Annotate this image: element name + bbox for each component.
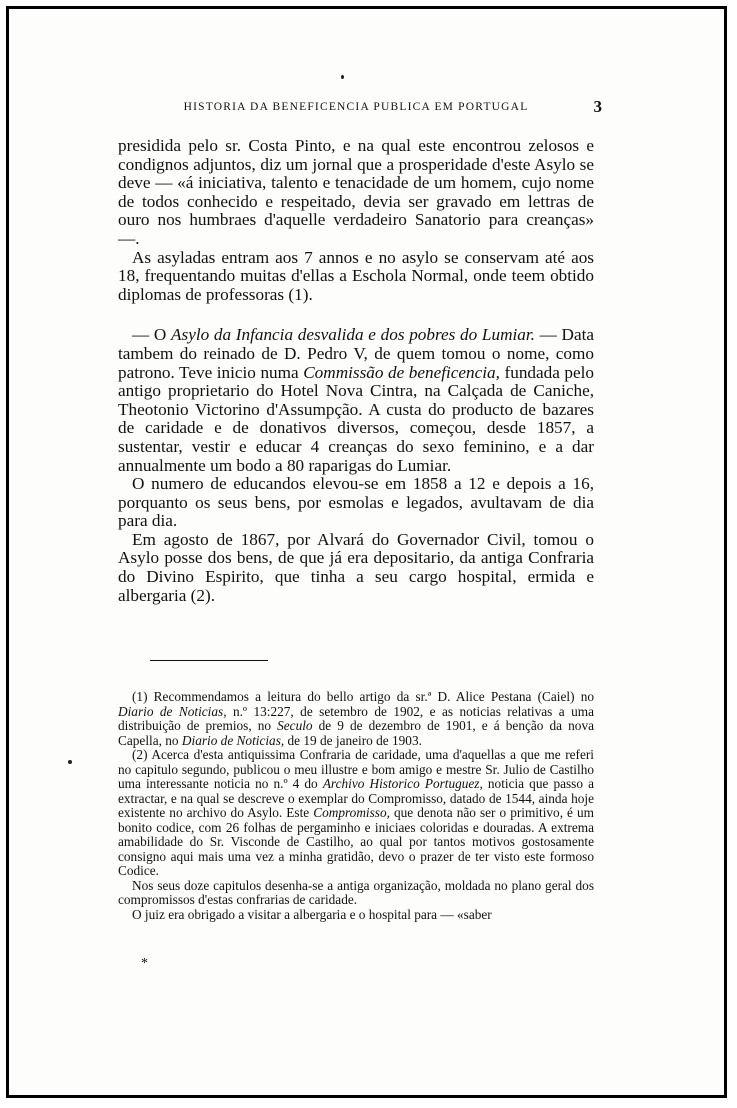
paragraph-5: Em agosto de 1867, por Alvará do Governador Civil, tomou o Asylo posse dos bens, de que já era depositario, da antiga Confraria do Divino Espirito, que tinha a seu cargo hospital, ermida e albergaria (2). [118, 529, 594, 605]
paragraph-2: As asyladas entram aos 7 annos e no asylo se conservam até aos 18, frequentando muitas d'ellas a Eschola Normal, onde teem obtido diplomas de professoras (1). [118, 247, 594, 304]
page-number: 3 [593, 97, 602, 116]
footnote-2 [118, 748, 594, 879]
paragraph-4: O numero de educandos elevou-se em 1858 a 12 e depois a 16, porquanto os seus bens, por esmolas e legados, avultavam de dia para dia. [118, 474, 594, 531]
commission-name: Commissão de beneficencia, [303, 362, 500, 382]
page-frame [6, 6, 727, 1098]
footnote-1-text-a: (1) Recommendamos a leitura do bello artigo da sr.ª D. Alice Pestana (Caiel) no [132, 689, 594, 704]
paragraph-3-lead: — O [132, 325, 171, 345]
footnote-1-text-g: de 19 de janeiro de 1903. [284, 732, 422, 748]
footnotes [118, 690, 594, 922]
main-text [118, 137, 594, 605]
footnote-1-ref-seculo: Seculo [277, 718, 313, 733]
paragraph-3-rest: fundada pelo antigo proprietario do Hotel Nova Cintra, na Calçada de Caniche, Theotonio Victorino d'Assumpção. A custa do producto de bazares de caridade e de donativos diversos, começou, desde 1857, a sustentar, vestir e educar 4 creanças do sexo feminino, e a dar annualmente um bodo a 80 raparigas do Lumiar. [118, 362, 595, 475]
footnote-1-text-e: de 9 de dezembro de 1901, e á benção da nova Capella, no [118, 718, 594, 748]
paragraph-3 [118, 326, 594, 475]
footnote-2-text-a: (2) Acerca d'esta antiquissima Confraria de caridade, uma d'aquellas a que me referi no capitulo segundo, publicou o meu illustre e bom amigo e mestre Sr. Julio de Castilho uma interessante noticia no n.º 4 do [118, 747, 594, 791]
footnote-1-text-c: n.º 13:227, de setembro de 1902, e as noticias relativas a uma distribuição de premios, no [118, 703, 594, 733]
running-title: HISTORIA DA BENEFICENCIA PUBLICA EM PORTUGAL [183, 101, 529, 113]
footnote-2-ref-archivo: Archivo Historico Portuguez, [322, 776, 483, 791]
footnote-1-ref-diario-2: Diario de Noticias, [181, 732, 285, 748]
ink-speck [68, 760, 72, 764]
running-header [118, 97, 602, 116]
footnote-rule [150, 660, 268, 661]
paragraph-1: presidida pelo sr. Costa Pinto, e na qual este encontrou zelosos e condignos adjuntos, diz um jornal que a prosperidade d'este Asylo se deve — «á iniciativa, talento e tenacidade de um homem, cujo nome de todos conhecido e respeitado, devia ser gravado em lettras de ouro nos humbraes d'aquelle verdadeiro Sanatorio para creanças» —. [118, 136, 594, 248]
footnote-2-ref-compromisso: Compromisso, [313, 805, 390, 820]
signature-mark: * [141, 956, 148, 971]
footnote-1 [118, 690, 594, 748]
footnote-4: O juiz era obrigado a visitar a albergaria e o hospital para — «saber [132, 906, 492, 922]
ink-speck [341, 75, 344, 79]
asylo-title: Asylo da Infancia desvalida e dos pobres do Lumiar. [171, 325, 535, 345]
footnote-1-ref-diario: Diario de Noticias, [118, 703, 227, 719]
footnote-2-text-c: noticia que passo a extractar, e na qual se descreve o exemplar do Compromisso, datado de 1544, ainda hoje existente no archivo do Asylo. Este [118, 776, 594, 820]
paragraph-3-mid: — Data tambem do reinado de D. Pedro V, de quem tomou o nome, como patrono. Teve inicio numa [118, 325, 594, 382]
footnote-2-text-e: que denota não ser o primitivo, é um bonito codice, com 26 folhas de pergaminho e iniciaes coloridas e douradas. A extrema amabilidade do Sr. Visconde de Castilho, ao qual por tantos motivos gostosamente consigno aqui mais uma vez a minha gratidão, devo o prazer de ter visto este formoso Codice. [118, 805, 594, 878]
footnote-3: Nos seus doze capitulos desenha-se a antiga organização, moldada no plano geral dos compromissos d'estas confrarias de caridade. [118, 877, 594, 907]
